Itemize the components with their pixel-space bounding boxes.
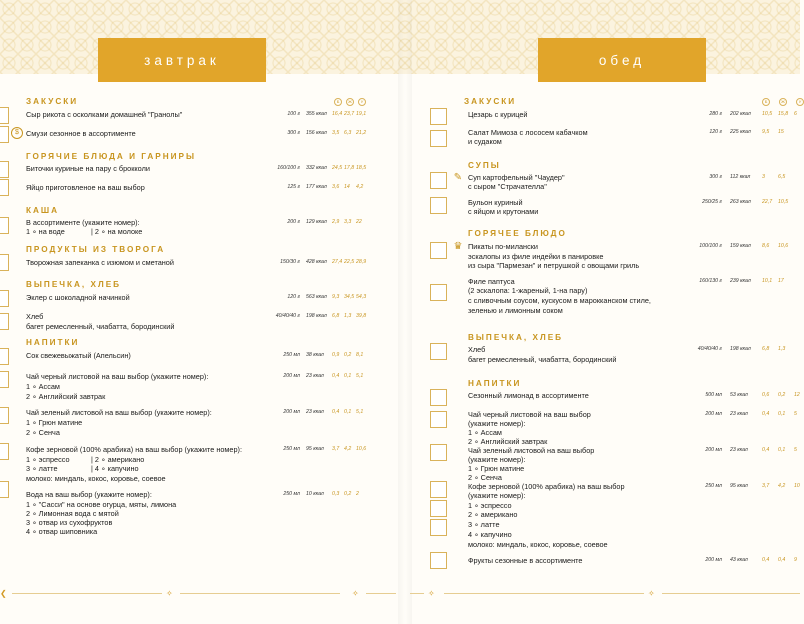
item-kcal: 23 ккал (306, 409, 324, 415)
select-checkbox[interactable] (430, 284, 447, 301)
page-title: завтрак (98, 38, 266, 82)
item-weight: 300 г (709, 174, 722, 180)
item-weight: 150/30 г (280, 259, 300, 265)
select-checkbox[interactable] (0, 443, 9, 460)
item-carbs: 5 (794, 411, 797, 417)
footer-divider (180, 593, 340, 594)
item-weight: 500 мл (705, 392, 722, 398)
item-protein: 0,4 (332, 373, 340, 379)
item-description: эскалопы из филе индейки в панировке (468, 252, 604, 261)
item-kcal: 95 ккал (306, 446, 324, 452)
item-description: зеленью и лимонным соком (468, 306, 563, 315)
item-kcal: 239 ккал (730, 278, 751, 284)
item-name: В ассортименте (укажите номер): (26, 218, 140, 227)
item-name: Эклер с шоколадной начинкой (26, 293, 130, 302)
select-checkbox[interactable] (0, 481, 9, 498)
carb-icon: У (796, 98, 804, 106)
item-protein: 9,5 (762, 129, 770, 135)
select-checkbox[interactable] (430, 130, 447, 147)
item-option: 4 ∘ капучино (468, 530, 512, 539)
select-checkbox[interactable] (0, 407, 9, 424)
drink-icon: $ (11, 127, 23, 139)
item-weight: 250 мл (283, 491, 300, 497)
item-name-cont: (укажите номер): (468, 491, 526, 500)
item-weight: 200 мл (283, 409, 300, 415)
item-carbs: 12 (794, 392, 800, 398)
item-name: Сок свежевыжатый (Апельсин) (26, 351, 131, 360)
item-protein: 2,9 (332, 219, 340, 225)
item-protein: 27,4 (332, 259, 343, 265)
item-kcal: 156 ккал (306, 130, 327, 136)
item-protein: 0,4 (762, 557, 770, 563)
item-kcal: 159 ккал (730, 243, 751, 249)
item-kcal: 112 ккал (730, 174, 751, 180)
section-title: КАША (26, 206, 60, 215)
item-fat: 1,3 (778, 346, 786, 352)
item-kcal: 129 ккал (306, 219, 327, 225)
item-weight: 250 мл (283, 352, 300, 358)
item-weight: 120 г (709, 129, 722, 135)
item-name: Творожная запеканка с изюмом и сметаной (26, 258, 174, 267)
item-name: Сезонный лимонад в ассортименте (468, 391, 589, 400)
page-title: обед (538, 38, 706, 82)
item-fat: 6,3 (344, 130, 352, 136)
item-fat: 15 (778, 129, 784, 135)
ornament-icon: ✧ (648, 589, 655, 598)
item-kcal: 10 ккал (306, 491, 324, 497)
item-fat: 22,5 (344, 259, 355, 265)
select-checkbox[interactable] (0, 217, 9, 234)
select-checkbox[interactable] (430, 519, 447, 536)
protein-icon: Б (762, 98, 770, 106)
item-option: 2 ∘ Сенча (26, 428, 60, 437)
item-option: 4 ∘ отвар шиповника (26, 527, 98, 536)
item-protein: 10,1 (762, 278, 773, 284)
select-checkbox[interactable] (0, 179, 9, 196)
item-carbs: 54,3 (356, 294, 367, 300)
item-name: Цезарь с курицей (468, 110, 528, 119)
item-protein: 0,4 (332, 409, 340, 415)
item-kcal: 95 ккал (730, 483, 748, 489)
item-protein: 3 (762, 174, 765, 180)
item-name: Бульон куриный (468, 198, 523, 207)
item-kcal: 23 ккал (730, 411, 748, 417)
item-weight: 120 г (287, 294, 300, 300)
item-name-cont: с сыром "Страчателла" (468, 182, 547, 191)
item-fat: 15,8 (778, 111, 789, 117)
item-protein: 22,7 (762, 199, 773, 205)
item-option: 3 ∘ латте (468, 520, 500, 529)
chef-recommend-icon: ✎ (453, 172, 463, 183)
ornament-icon: ✧ (352, 589, 359, 598)
item-kcal: 355 ккал (306, 111, 327, 117)
item-kcal: 202 ккал (730, 111, 751, 117)
item-carbs: 19,1 (356, 111, 367, 117)
select-checkbox[interactable] (0, 313, 9, 330)
item-weight: 200 мл (705, 411, 722, 417)
item-name: Филе паптуса (468, 277, 515, 286)
select-checkbox[interactable] (430, 481, 447, 498)
item-fat: 17 (778, 278, 784, 284)
item-option: 2 ∘ американо (468, 510, 518, 519)
item-carbs: 10,6 (356, 446, 367, 452)
item-kcal: 332 ккал (306, 165, 327, 171)
fat-icon: Ж (779, 98, 787, 106)
item-carbs: 22 (356, 219, 362, 225)
item-kcal: 198 ккал (730, 346, 751, 352)
item-fat: 0,4 (778, 557, 786, 563)
section-title: ЗАКУСКИ (464, 97, 517, 106)
item-protein: 3,7 (762, 483, 770, 489)
item-name: Биточки куриные на пару с брокколи (26, 164, 150, 173)
item-option: 3 ∘ латте (26, 464, 58, 473)
item-weight: 200 мл (283, 373, 300, 379)
item-carbs: 21,2 (356, 130, 367, 136)
item-option: 3 ∘ отвар из сухофруктов (26, 518, 113, 527)
select-checkbox[interactable] (430, 172, 447, 189)
select-checkbox[interactable] (430, 552, 447, 569)
select-checkbox[interactable] (430, 389, 447, 406)
item-name-cont: (2 эскалопа: 1-жареный, 1-на пару) (468, 286, 588, 295)
item-kcal: 225 ккал (730, 129, 751, 135)
item-weight: 200 мл (705, 447, 722, 453)
item-name: Хлеб (468, 345, 486, 354)
item-option: 1 ∘ Ассам (26, 382, 60, 391)
select-checkbox[interactable] (430, 444, 447, 461)
item-name: Вода на ваш выбор (укажите номер): (26, 490, 152, 499)
item-description: багет ремесленный, чиабатта, бородинский (468, 355, 617, 364)
item-weight: 300 г (287, 130, 300, 136)
breakfast-page (0, 0, 400, 624)
item-protein: 0,6 (762, 392, 770, 398)
item-weight: 160/100 г (277, 165, 300, 171)
ornament-icon: ✧ (428, 589, 435, 598)
item-protein: 24,5 (332, 165, 343, 171)
item-option: 1 ∘ Грюн матине (468, 464, 525, 473)
section-title: ВЫПЕЧКА, ХЛЕБ (26, 280, 122, 289)
item-kcal: 177 ккал (306, 184, 327, 190)
select-checkbox[interactable] (0, 161, 9, 178)
item-fat: 3,3 (344, 219, 352, 225)
item-fat: 17,8 (344, 165, 355, 171)
item-carbs: 9 (794, 557, 797, 563)
item-protein: 0,3 (332, 491, 340, 497)
item-name: Чай черный листовой на ваш выбор (468, 410, 591, 419)
item-weight: 200 г (287, 219, 300, 225)
item-name: Чай черный листовой на ваш выбор (укажите номер): (26, 372, 209, 381)
item-name: Сыр рикота с осколками домашней "Гранолы" (26, 110, 183, 119)
chef-hat-icon: ♛ (453, 241, 463, 252)
item-carbs: 10 (794, 483, 800, 489)
select-checkbox[interactable] (430, 197, 447, 214)
item-weight: 200 мл (705, 557, 722, 563)
item-description: молоко: миндаль, кокос, коровье, соевое (468, 540, 608, 549)
item-kcal: 38 ккал (306, 352, 324, 358)
item-protein: 6,8 (762, 346, 770, 352)
item-option: 1 ∘ Ассам (468, 428, 502, 437)
item-name-cont: (укажите номер): (468, 455, 526, 464)
section-title: ВЫПЕЧКА, ХЛЕБ (468, 333, 564, 342)
item-fat: 34,5 (344, 294, 355, 300)
fat-icon: Ж (346, 98, 354, 106)
item-fat: 4,2 (778, 483, 786, 489)
item-fat: 6,5 (778, 174, 786, 180)
item-weight: 250 мл (283, 446, 300, 452)
item-option: | 2 ∘ на молоке (91, 227, 143, 236)
ornament-icon: ❮ (0, 589, 7, 598)
carb-icon: У (358, 98, 366, 106)
item-option: 2 ∘ Английский завтрак (468, 437, 548, 446)
item-fat: 0,1 (778, 447, 786, 453)
item-protein: 0,9 (332, 352, 340, 358)
ornament-icon: ✧ (166, 589, 173, 598)
lunch-page (410, 0, 800, 624)
item-name-cont: (укажите номер): (468, 419, 526, 428)
item-protein: 16,4 (332, 111, 343, 117)
item-carbs: 8,1 (356, 352, 364, 358)
section-title: СУПЫ (468, 161, 501, 170)
item-option: 1 ∘ Грюн матине (26, 418, 83, 427)
item-fat: 0,1 (344, 409, 352, 415)
item-fat: 1,3 (344, 313, 352, 319)
item-carbs: 39,8 (356, 313, 367, 319)
item-carbs: 5,1 (356, 373, 364, 379)
item-kcal: 23 ккал (730, 447, 748, 453)
section-title: ГОРЯЧИЕ БЛЮДА И ГАРНИРЫ (26, 152, 197, 161)
item-option: 2 ∘ Лимонная вода с мятой (26, 509, 119, 518)
select-checkbox[interactable] (0, 254, 9, 271)
section-title: ГОРЯЧЕЕ БЛЮДО (468, 229, 567, 238)
item-option: 2 ∘ Английский завтрак (26, 392, 106, 401)
item-option: 1 ∘ эспрессо (26, 455, 70, 464)
item-name: Кофе зерновой (100% арабика) на ваш выбор (468, 482, 625, 491)
section-title: ПРОДУКТЫ ИЗ ТВОРОГА (26, 245, 166, 254)
item-protein: 0,4 (762, 447, 770, 453)
item-protein: 10,5 (762, 111, 773, 117)
item-name: Кофе зерновой (100% арабика) на ваш выбор (укажите номер): (26, 445, 243, 454)
item-name-cont: и судаком (468, 137, 502, 146)
item-fat: 10,5 (778, 199, 789, 205)
item-name: Чай зеленый листовой на ваш выбор (укажите номер): (26, 408, 212, 417)
item-weight: 40/40/40 г (275, 313, 300, 319)
item-fat: 0,2 (778, 392, 786, 398)
item-carbs: 6 (794, 111, 797, 117)
item-carbs: 18,5 (356, 165, 367, 171)
item-name: Яйцо приготовленое на ваш выбор (26, 183, 145, 192)
select-checkbox[interactable] (0, 290, 9, 307)
item-protein: 3,5 (332, 130, 340, 136)
select-checkbox[interactable] (430, 343, 447, 360)
item-protein: 3,7 (332, 446, 340, 452)
item-carbs: 5 (794, 447, 797, 453)
item-option: | 2 ∘ американо (91, 455, 145, 464)
item-weight: 280 г (709, 111, 722, 117)
item-protein: 9,3 (332, 294, 340, 300)
item-kcal: 43 ккал (730, 557, 748, 563)
item-fat: 23,7 (344, 111, 355, 117)
item-name: Пикаты по-милански (468, 242, 538, 251)
select-checkbox[interactable] (0, 107, 9, 124)
item-carbs: 28,9 (356, 259, 367, 265)
item-name: Чай зеленый листовой на ваш выбор (468, 446, 595, 455)
item-weight: 100/100 г (699, 243, 722, 249)
item-kcal: 428 ккал (306, 259, 327, 265)
item-weight: 250/25 г (702, 199, 722, 205)
item-kcal: 563 ккал (306, 294, 327, 300)
select-checkbox[interactable] (430, 500, 447, 517)
item-name: Суп картофельный "Чаудер" (468, 173, 565, 182)
item-kcal: 23 ккал (306, 373, 324, 379)
item-description: багет ремесленный, чиабатта, бородинский (26, 322, 175, 331)
item-carbs: 4,2 (356, 184, 364, 190)
select-checkbox[interactable] (430, 108, 447, 125)
item-carbs: 2 (356, 491, 359, 497)
item-fat: 0,2 (344, 352, 352, 358)
item-name: Фрукты сезонные в ассортименте (468, 556, 583, 565)
item-description: молоко: миндаль, кокос, коровье, соевое (26, 474, 166, 483)
protein-icon: Б (334, 98, 342, 106)
item-name: Хлеб (26, 312, 44, 321)
item-weight: 160/130 г (699, 278, 722, 284)
item-weight: 100 г (287, 111, 300, 117)
select-checkbox[interactable] (0, 348, 9, 365)
item-weight: 40/40/40 г (697, 346, 722, 352)
select-checkbox[interactable] (430, 411, 447, 428)
item-protein: 8,6 (762, 243, 770, 249)
section-title: НАПИТКИ (468, 379, 522, 388)
item-protein: 6,8 (332, 313, 340, 319)
item-description: из сыра "Пармезан" и петрушкой с овощами гриль (468, 261, 640, 270)
item-option: | 4 ∘ капучино (91, 464, 139, 473)
item-fat: 14 (344, 184, 350, 190)
item-fat: 10,6 (778, 243, 789, 249)
select-checkbox[interactable] (0, 126, 9, 143)
select-checkbox[interactable] (430, 242, 447, 259)
footer-divider (12, 593, 162, 594)
item-fat: 0,2 (344, 491, 352, 497)
item-protein: 0,4 (762, 411, 770, 417)
section-title: ЗАКУСКИ (26, 97, 79, 106)
footer-divider (662, 593, 800, 594)
footer-divider (366, 593, 396, 594)
select-checkbox[interactable] (0, 371, 9, 388)
item-kcal: 198 ккал (306, 313, 327, 319)
item-name: Салат Мимоза с лососем кабачком (468, 128, 588, 137)
item-fat: 4,2 (344, 446, 352, 452)
item-carbs: 5,1 (356, 409, 364, 415)
item-option: 1 ∘ на воде (26, 227, 65, 236)
item-protein: 3,6 (332, 184, 340, 190)
item-fat: 0,1 (778, 411, 786, 417)
item-kcal: 53 ккал (730, 392, 748, 398)
item-weight: 125 г (287, 184, 300, 190)
section-title: НАПИТКИ (26, 338, 80, 347)
item-option: 2 ∘ Сенча (468, 473, 502, 482)
item-name: Смузи сезонное в ассортименте (26, 129, 136, 138)
item-option: 1 ∘ "Сасси" на основе огурца, мяты, лимона (26, 500, 177, 509)
item-kcal: 263 ккал (730, 199, 751, 205)
footer-divider (444, 593, 644, 594)
item-weight: 250 мл (705, 483, 722, 489)
item-fat: 0,1 (344, 373, 352, 379)
item-description: с сливочным соусом, кускусом в марокканском стиле, (468, 296, 651, 305)
item-option: 1 ∘ эспрессо (468, 501, 512, 510)
item-name-cont: с яйцом и крутонами (468, 207, 539, 216)
footer-divider (410, 593, 424, 594)
